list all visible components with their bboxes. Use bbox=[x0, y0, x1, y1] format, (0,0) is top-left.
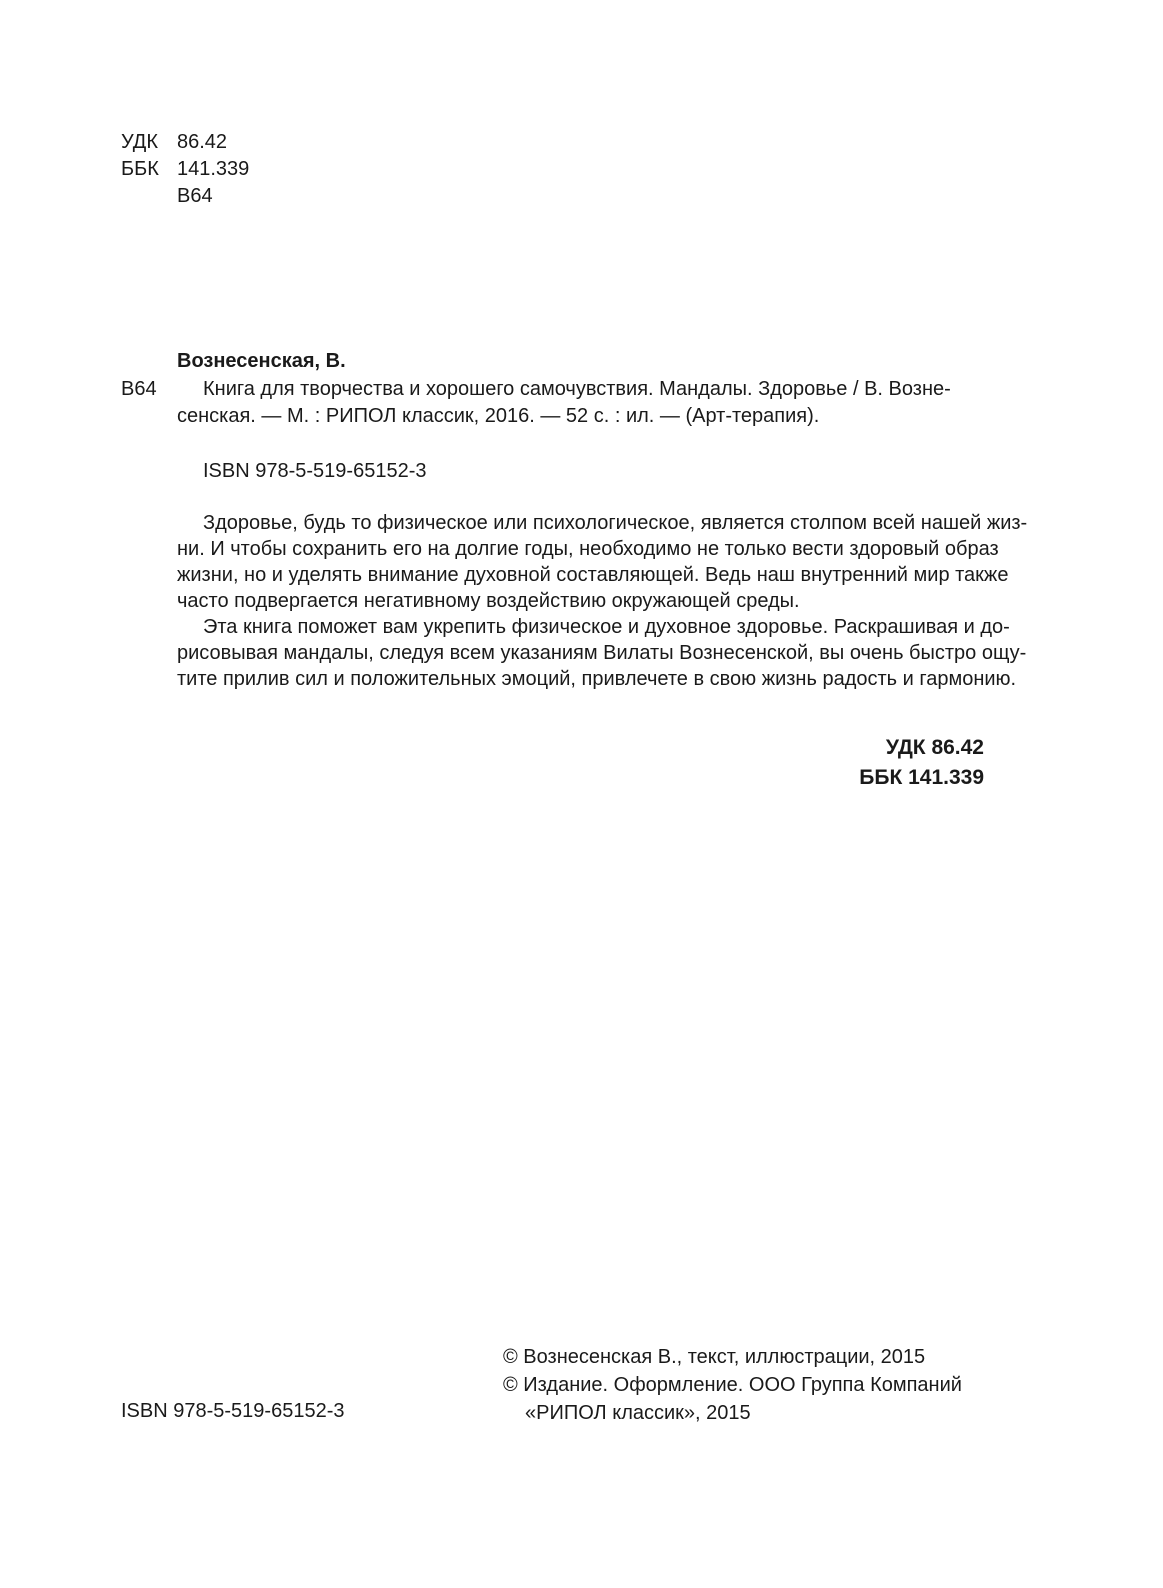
annotation-line: рисовывая мандалы, следуя всем указаниям Вилаты Вознесенской, вы очень быстро ощу- bbox=[177, 642, 1027, 664]
copyright-line: © Вознесенская В., текст, иллюстрации, 2015 bbox=[503, 1346, 926, 1368]
description-line: Книга для творчества и хорошего самочувствия. Мандалы. Здоровье / В. Возне- bbox=[203, 378, 951, 400]
annotation bbox=[177, 510, 1028, 692]
copyright-line: © Издание. Оформление. ООО Группа Компаний bbox=[503, 1374, 962, 1396]
annotation-line: жизни, но и уделять внимание духовной составляющей. Ведь наш внутренний мир также bbox=[177, 564, 1009, 586]
entry-code: В64 bbox=[121, 378, 157, 400]
entry-description bbox=[177, 376, 985, 430]
annotation-line: Здоровье, будь то физическое или психологическое, является столпом всей нашей жиз- bbox=[203, 512, 1028, 534]
bottom-udk: УДК 86.42 bbox=[885, 736, 984, 759]
bbk-value: 141.339 bbox=[177, 158, 250, 180]
author-mark: В64 bbox=[177, 185, 213, 207]
copyright-block bbox=[503, 1344, 962, 1428]
entry-author: Вознесенская, В. bbox=[177, 350, 346, 372]
bottom-bbk: ББК 141.339 bbox=[859, 766, 984, 789]
bottom-classification bbox=[859, 733, 984, 793]
annotation-line: часто подвергается негативному воздействию окружающей среды. bbox=[177, 590, 800, 612]
annotation-line: ни. И чтобы сохранить его на долгие годы, необходимо не только вести здоровый образ bbox=[177, 538, 999, 560]
udk-label: УДК bbox=[121, 131, 159, 153]
bbk-row bbox=[121, 156, 249, 183]
udk-value: 86.42 bbox=[177, 131, 228, 153]
bbk-label: ББК bbox=[121, 158, 159, 180]
annotation-line: тите прилив сил и положительных эмоций, привлечете в свою жизнь радость и гармонию. bbox=[177, 668, 1017, 690]
author-mark-row bbox=[121, 183, 213, 210]
description-line: сенская. — М. : РИПОЛ классик, 2016. — 52 с. : ил. — (Арт-терапия). bbox=[177, 405, 820, 427]
entry-isbn: ISBN 978-5-519-65152-3 bbox=[203, 460, 427, 482]
footer-isbn: ISBN 978-5-519-65152-3 bbox=[121, 1400, 345, 1422]
annotation-line: Эта книга поможет вам укрепить физическое и духовное здоровье. Раскрашивая и до- bbox=[203, 616, 1010, 638]
udk-row bbox=[121, 129, 227, 156]
copyright-line: «РИПОЛ классик», 2015 bbox=[525, 1402, 751, 1424]
